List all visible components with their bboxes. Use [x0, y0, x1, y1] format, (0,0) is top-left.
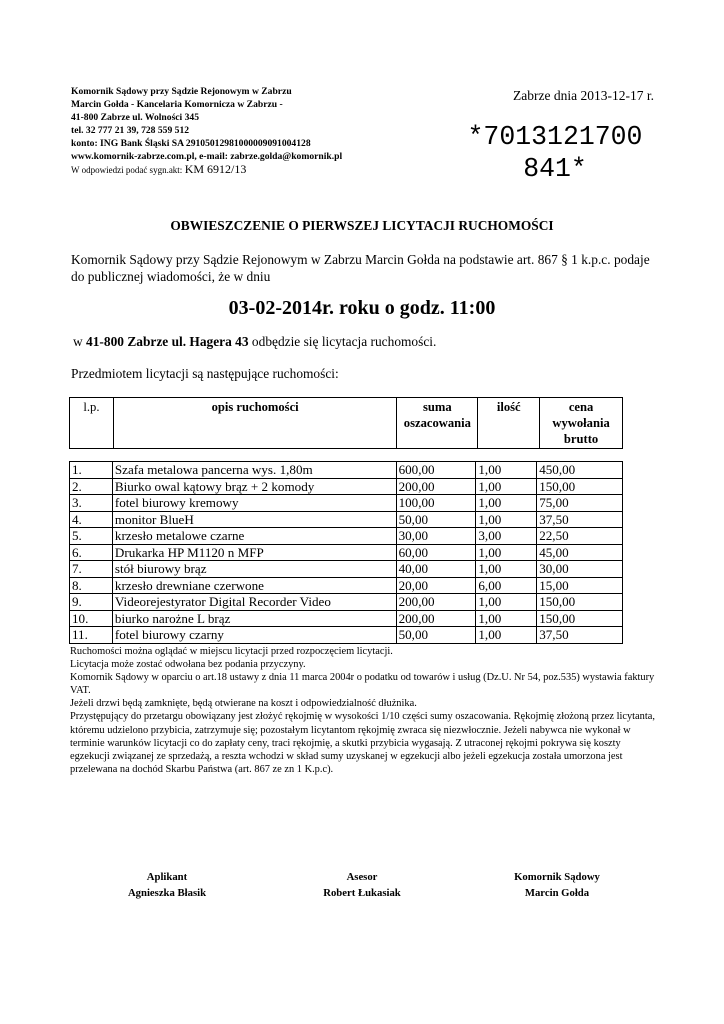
office-phone: tel. 32 777 21 39, 728 559 512 [71, 124, 190, 136]
letterhead [71, 86, 342, 178]
signature-bailiff [457, 869, 657, 901]
cell-description: Videorejestyrator Digital Recorder Video [112, 594, 396, 611]
cell-description: Szafa metalowa pancerna wys. 1,80m [112, 462, 396, 479]
signature-name: Marcin Gołda [524, 887, 590, 899]
cell-estimated-value: 60,00 [396, 544, 476, 561]
col-description: opis ruchomości [113, 398, 397, 449]
col-starting-price: cena wywołania brutto [540, 398, 623, 449]
col-quantity: ilość [478, 398, 540, 449]
case-reference-label: W odpowiedzi podać sygn.akt: [71, 165, 183, 176]
col-lp: l.p. [70, 398, 114, 449]
auction-datetime: 03-02-2014r. roku o godz. 11:00 [228, 297, 496, 319]
table-row [70, 528, 623, 545]
table-row [70, 478, 623, 495]
cell-lp: 10. [70, 610, 113, 627]
signature-applicant [67, 869, 267, 901]
cell-lp: 3. [70, 495, 113, 512]
signature-name: Agnieszka Błasik [127, 887, 207, 899]
cell-description: fotel biurowy czarny [112, 627, 396, 644]
table-row [70, 511, 623, 528]
case-reference-value: KM 6912/13 [184, 162, 247, 177]
cell-estimated-value: 40,00 [396, 561, 476, 578]
cell-quantity: 1,00 [476, 610, 537, 627]
cell-quantity: 1,00 [476, 594, 537, 611]
cell-description: fotel biurowy kremowy [112, 495, 396, 512]
cell-lp: 5. [70, 528, 113, 545]
chancellery-name: Marcin Gołda - Kancelaria Komornicza w Zabrzu - [71, 98, 283, 110]
cell-starting-price: 37,50 [537, 511, 623, 528]
table-row [70, 495, 623, 512]
intro-paragraph [71, 251, 661, 285]
items-table-header [69, 397, 623, 449]
bank-account: konto: ING Bank Śląski SA 29105012981000009091004128 [71, 137, 311, 149]
cell-estimated-value: 50,00 [396, 511, 476, 528]
table-row [70, 544, 623, 561]
signature-role: Aplikant [146, 871, 188, 883]
cell-estimated-value: 600,00 [396, 462, 476, 479]
note: Komornik Sądowy w oparciu o art.18 ustawy z dnia 11 marca 2004r o podatku od towarów i usług (Dz.U. Nr 54, poz.535) wystawia faktury VAT. [70, 672, 655, 697]
cell-estimated-value: 50,00 [396, 627, 476, 644]
table-row [70, 462, 623, 479]
cell-description: Drukarka HP M1120 n MFP [112, 544, 396, 561]
cell-quantity: 1,00 [476, 544, 537, 561]
subject-intro: Przedmiotem licytacji są następujące ruchomości: [71, 366, 339, 381]
table-row [70, 577, 623, 594]
cell-description: krzesło drewniane czerwone [112, 577, 396, 594]
website-email: www.komornik-zabrze.com.pl, e-mail: zabrze.golda@komornik.pl [71, 150, 343, 162]
cell-starting-price: 22,50 [537, 528, 623, 545]
cell-lp: 2. [70, 478, 113, 495]
location-address: 41-800 Zabrze ul. Hagera 43 [86, 334, 249, 349]
cell-lp: 6. [70, 544, 113, 561]
items-table [69, 461, 623, 644]
signature-name: Robert Łukasiak [323, 887, 401, 899]
cell-estimated-value: 30,00 [396, 528, 476, 545]
cell-quantity: 3,00 [476, 528, 537, 545]
cell-starting-price: 75,00 [537, 495, 623, 512]
intro-line-1: Komornik Sądowy przy Sądzie Rejonowym w Zabrzu Marcin Gołda na podstawie art. 867 § 1 k.p.c. podaje [71, 252, 650, 267]
cell-quantity: 1,00 [476, 627, 537, 644]
barcode-text [455, 121, 655, 185]
document-date: Zabrze dnia 2013-12-17 r. [513, 88, 654, 103]
cell-description: stół biurowy brąz [112, 561, 396, 578]
note: Jeżeli drzwi będą zamknięte, będą otwierane na koszt i odpowiedzialność dłużnika. [70, 698, 417, 710]
intro-line-2: do publicznej wiadomości, że w dniu [71, 269, 271, 284]
cell-lp: 11. [70, 627, 113, 644]
cell-quantity: 1,00 [476, 495, 537, 512]
table-row [70, 561, 623, 578]
barcode-line-2: 841* [523, 154, 587, 184]
location-suffix: odbędzie się licytacja ruchomości. [251, 334, 437, 349]
note: Ruchomości można oglądać w miejscu licytacji przed rozpoczęciem licytacji. [70, 646, 393, 657]
col-estimated-value: suma oszacowania [397, 398, 478, 449]
cell-description: monitor BlueH [112, 511, 396, 528]
cell-starting-price: 45,00 [537, 544, 623, 561]
cell-description: krzesło metalowe czarne [112, 528, 396, 545]
cell-estimated-value: 200,00 [396, 478, 476, 495]
cell-starting-price: 150,00 [537, 478, 623, 495]
cell-estimated-value: 200,00 [396, 594, 476, 611]
cell-lp: 7. [70, 561, 113, 578]
signature-role: Asesor [346, 871, 378, 883]
cell-lp: 1. [70, 462, 113, 479]
cell-lp: 4. [70, 511, 113, 528]
table-row [70, 594, 623, 611]
cell-quantity: 1,00 [476, 462, 537, 479]
cell-starting-price: 150,00 [537, 594, 623, 611]
cell-starting-price: 37,50 [537, 627, 623, 644]
cell-starting-price: 15,00 [537, 577, 623, 594]
table-row [70, 610, 623, 627]
table-row [70, 627, 623, 644]
note: Przystępujący do przetargu obowiązany jest złożyć rękojmię w wysokości 1/10 części sumy oszacowania. Rękojmię złożoną przez licytanta, któremu udzielono przybicia, zatrzymuje się; pozostałym licytantom rękojmię zwraca się niezwłocznie. Jeżeli nabywca nie wykonał w terminie warunków licytacji co do zapłaty ceny, traci rękojmię, a skutki przybicia wygasają. Z utraconej rękojmi pokrywa się koszty egzekucji związanej ze sprzedażą, a reszta wchodzi w skład sumy uzyskanej w egzekucji albo jeżeli egzekucja została umorzona jest przelewana na dochód Skarbu Państwa (art. 867 ze zn 1 K.p.c). [70, 711, 655, 775]
cell-description: Biurko owal kątowy brąz + 2 komody [112, 478, 396, 495]
office-address: 41-800 Zabrze ul. Wolności 345 [71, 111, 200, 123]
signature-assessor [262, 869, 462, 901]
cell-lp: 9. [70, 594, 113, 611]
cell-estimated-value: 200,00 [396, 610, 476, 627]
case-reference [71, 163, 342, 178]
cell-starting-price: 30,00 [537, 561, 623, 578]
cell-quantity: 1,00 [476, 561, 537, 578]
location-prefix: w [73, 334, 83, 349]
signature-role: Komornik Sądowy [514, 871, 600, 883]
auction-location [73, 334, 436, 350]
cell-quantity: 6,00 [476, 577, 537, 594]
cell-quantity: 1,00 [476, 478, 537, 495]
cell-estimated-value: 20,00 [396, 577, 476, 594]
office-name: Komornik Sądowy przy Sądzie Rejonowym w Zabrzu [71, 86, 292, 97]
cell-starting-price: 450,00 [537, 462, 623, 479]
cell-estimated-value: 100,00 [396, 495, 476, 512]
cell-starting-price: 150,00 [537, 610, 623, 627]
document-title: OBWIESZCZENIE O PIERWSZEJ LICYTACJI RUCHOMOŚCI [170, 218, 554, 233]
barcode-line-1: *7013121700 [467, 122, 643, 152]
auction-notes [70, 645, 655, 776]
cell-description: biurko narożne L brąz [112, 610, 396, 627]
cell-lp: 8. [70, 577, 113, 594]
note: Licytacja może zostać odwołana bez podania przyczyny. [70, 659, 306, 671]
cell-quantity: 1,00 [476, 511, 537, 528]
